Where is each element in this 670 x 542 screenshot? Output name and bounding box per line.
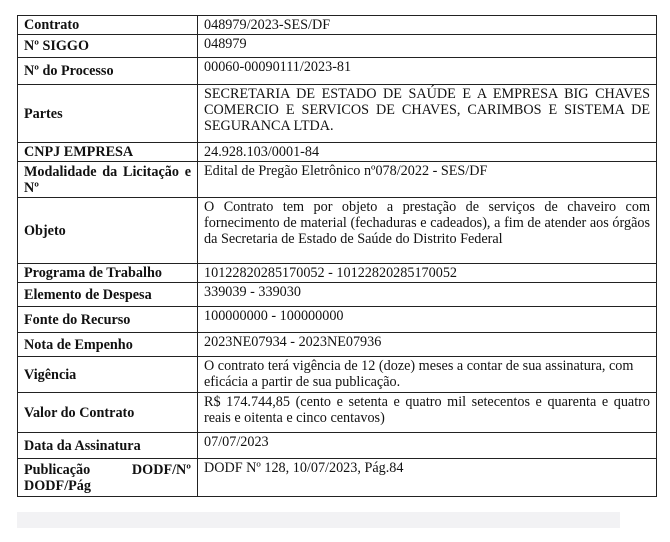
row-value-fonte: 100000000 - 100000000 bbox=[198, 307, 657, 333]
table-row bbox=[18, 264, 657, 283]
row-value-siggo: 048979 bbox=[198, 35, 657, 58]
row-value-valor: R$ 174.744,85 (cento e setenta e quatro mil setecentos e quarenta e quatro reais e oitenta e cinco centavos) bbox=[198, 393, 657, 433]
row-value-data: 07/07/2023 bbox=[198, 433, 657, 459]
footer-bar bbox=[17, 512, 620, 528]
row-label-programa: Programa de Trabalho bbox=[18, 264, 198, 283]
table-row bbox=[18, 35, 657, 58]
table-row bbox=[18, 16, 657, 35]
row-value-publicacao: DODF Nº 128, 10/07/2023, Pág.84 bbox=[198, 459, 657, 497]
row-value-cnpj: 24.928.103/0001-84 bbox=[198, 143, 657, 162]
row-value-modalidade: Edital de Pregão Eletrônico nº078/2022 - SES/DF bbox=[198, 162, 657, 198]
table-row bbox=[18, 357, 657, 393]
table-row bbox=[18, 283, 657, 307]
row-label-contrato: Contrato bbox=[18, 16, 198, 35]
row-label-objeto: Objeto bbox=[18, 198, 198, 264]
contract-summary bbox=[17, 15, 656, 497]
row-value-partes: SECRETARIA DE ESTADO DE SAÚDE E A EMPRESA BIG CHAVES COMERCIO E SERVICOS DE CHAVES, CARIMBOS E SISTEMA DE SEGURANCA LTDA. bbox=[198, 85, 657, 143]
row-value-programa: 10122820285170052 - 10122820285170052 bbox=[198, 264, 657, 283]
row-label-siggo: Nº SIGGO bbox=[18, 35, 198, 58]
row-value-vigencia: O contrato terá vigência de 12 (doze) meses a contar de sua assinatura, com eficácia a partir de sua publicação. bbox=[198, 357, 657, 393]
table-row bbox=[18, 162, 657, 198]
row-label-elemento: Elemento de Despesa bbox=[18, 283, 198, 307]
row-label-fonte: Fonte do Recurso bbox=[18, 307, 198, 333]
table-row bbox=[18, 307, 657, 333]
table-row bbox=[18, 58, 657, 85]
table-row bbox=[18, 393, 657, 433]
table-row bbox=[18, 85, 657, 143]
row-label-data: Data da Assinatura bbox=[18, 433, 198, 459]
table-row bbox=[18, 433, 657, 459]
row-value-elemento: 339039 - 339030 bbox=[198, 283, 657, 307]
row-value-contrato: 048979/2023-SES/DF bbox=[198, 16, 657, 35]
row-label-empenho: Nota de Empenho bbox=[18, 333, 198, 357]
row-label-valor: Valor do Contrato bbox=[18, 393, 198, 433]
row-label-cnpj: CNPJ EMPRESA bbox=[18, 143, 198, 162]
row-label-publicacao: Publicação DODF/Nº DODF/Pág bbox=[18, 459, 198, 497]
row-value-objeto: O Contrato tem por objeto a prestação de serviços de chaveiro com fornecimento de material (fechaduras e cadeados), a fim de atender aos órgãos da Secretaria de Estado de Saúde do Distrito Federal bbox=[198, 198, 657, 264]
row-value-processo: 00060-00090111/2023-81 bbox=[198, 58, 657, 85]
table-row bbox=[18, 333, 657, 357]
table-row bbox=[18, 459, 657, 497]
contract-table bbox=[17, 15, 657, 497]
row-label-partes: Partes bbox=[18, 85, 198, 143]
row-label-modalidade: Modalidade da Licitação e Nº bbox=[18, 162, 198, 198]
row-value-empenho: 2023NE07934 - 2023NE07936 bbox=[198, 333, 657, 357]
table-row bbox=[18, 143, 657, 162]
row-label-vigencia: Vigência bbox=[18, 357, 198, 393]
row-label-processo: Nº do Processo bbox=[18, 58, 198, 85]
table-row bbox=[18, 198, 657, 264]
